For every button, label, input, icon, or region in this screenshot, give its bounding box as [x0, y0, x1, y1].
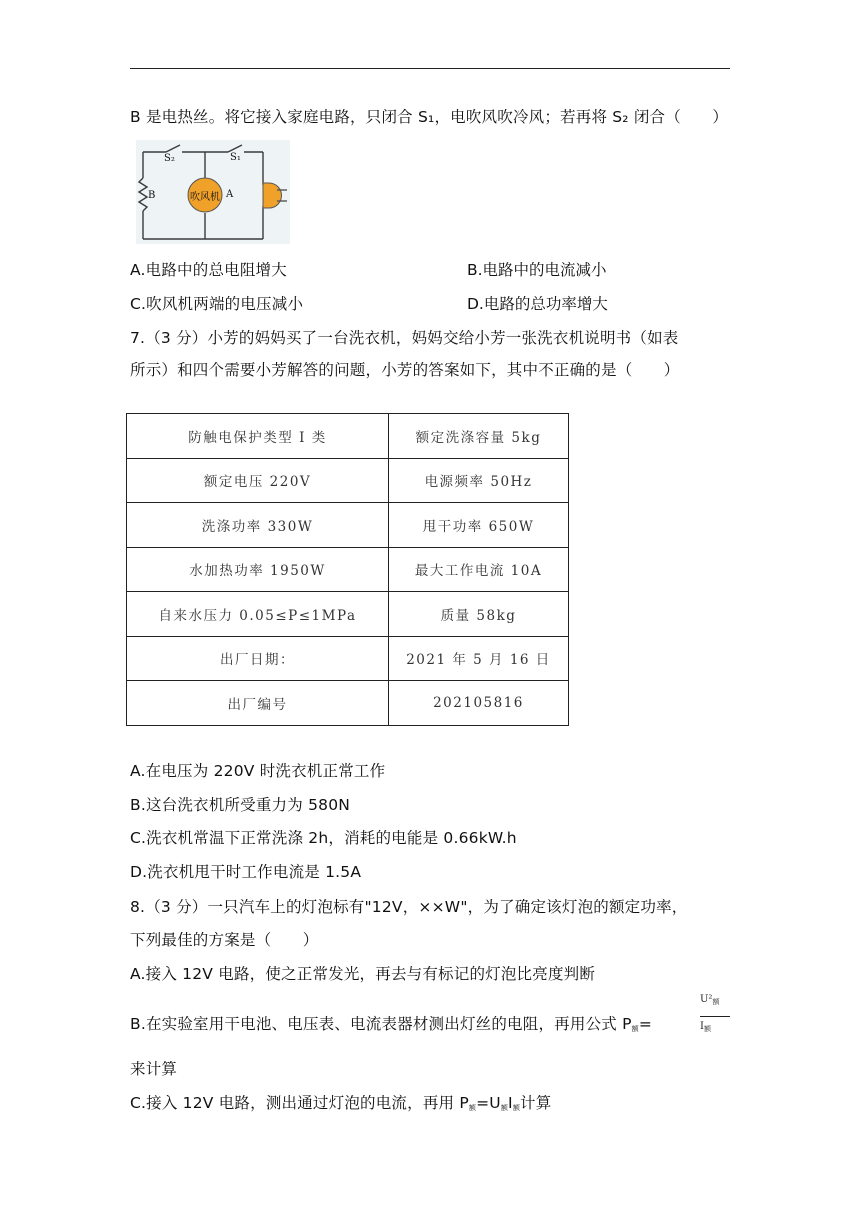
- table-row: [127, 636, 569, 681]
- q6-option-a: A.电路中的总电阻增大: [130, 261, 287, 279]
- q7-option-d: D.洗衣机甩干时工作电流是 1.5A: [130, 863, 362, 881]
- table-cell: 最大工作电流 10A: [389, 547, 569, 592]
- table-cell: 防触电保护类型 I 类: [127, 414, 389, 459]
- table-cell: 出厂日期：: [127, 636, 389, 681]
- motor-label: 吹风机: [190, 192, 220, 203]
- plug-icon: [263, 183, 282, 208]
- formula-numerator: $U^2_额$: [700, 994, 720, 1006]
- q6-stem: B 是电热丝。将它接入家庭电路，只闭合 S₁，电吹风吹冷风；若再将 S₂ 闭合（ ）: [130, 108, 729, 126]
- table-cell: 出厂编号: [127, 681, 389, 726]
- q7-option-c: C.洗衣机常温下正常洗涤 2h，消耗的电能是 0.66kW.h: [130, 829, 517, 847]
- table-row: [127, 414, 569, 459]
- q8-option-b-text: B.在实验室用干电池、电压表、电流表器材测出灯丝的电阻，再用公式 P: [130, 1015, 632, 1033]
- a-label: A: [226, 189, 234, 200]
- q7-option-a: A.在电压为 220V 时洗衣机正常工作: [130, 762, 386, 780]
- header-rule: [130, 68, 730, 69]
- table-row: [127, 458, 569, 503]
- table-row: [127, 592, 569, 637]
- b-label: B: [148, 190, 156, 201]
- s2-label: S₂: [164, 153, 175, 164]
- spec-table: [126, 413, 569, 726]
- table-cell: 甩干功率 650W: [389, 503, 569, 548]
- table-cell: 水加热功率 1950W: [127, 547, 389, 592]
- table-cell: 202105816: [389, 681, 569, 726]
- q7-option-b: B.这台洗衣机所受重力为 580N: [130, 796, 351, 814]
- q8-option-b-sub: 额: [631, 1025, 639, 1033]
- q8-option-b-tail: 来计算: [130, 1060, 178, 1078]
- circuit-diagram: [136, 140, 290, 244]
- table-cell: 洗涤功率 330W: [127, 503, 389, 548]
- table-row: [127, 503, 569, 548]
- q8-option-c: C.接入 12V 电路，测出通过灯泡的电流，再用 $P_额=U_额I_额$计算: [130, 1094, 552, 1112]
- fraction-bar: [700, 1016, 730, 1017]
- s1-label: S₁: [230, 152, 241, 163]
- table-cell: 自来水压力 0.05≤P≤1MPa: [127, 592, 389, 637]
- q8-stem-line2: 下列最佳的方案是（ ）: [130, 931, 319, 949]
- table-cell: 额定洗涤容量 5kg: [389, 414, 569, 459]
- q8-option-b: B.在实验室用干电池、电压表、电流表器材测出灯丝的电阻，再用公式 $P_额=$: [130, 1015, 653, 1033]
- q6-option-d: D.电路的总功率增大: [467, 295, 608, 313]
- q7-stem-line2: 所示）和四个需要小芳解答的问题，小芳的答案如下，其中不正确的是（ ）: [130, 361, 680, 379]
- q6-option-c: C.吹风机两端的电压减小: [130, 295, 304, 313]
- table-cell: 电源频率 50Hz: [389, 458, 569, 503]
- q8-stem-line1: 8.（3 分）一只汽车上的灯泡标有"12V，××W"，为了确定该灯泡的额定功率，: [130, 898, 688, 916]
- q7-stem-line1: 7.（3 分）小芳的妈妈买了一台洗衣机，妈妈交给小芳一张洗衣机说明书（如表: [130, 329, 679, 347]
- formula-denominator: $I_额$: [700, 1021, 711, 1033]
- table-cell: 2021 年 5 月 16 日: [389, 636, 569, 681]
- table-cell: 额定电压 220V: [127, 458, 389, 503]
- table-row: [127, 547, 569, 592]
- table-row: [127, 681, 569, 726]
- table-cell: 质量 58kg: [389, 592, 569, 637]
- q8-option-a: A.接入 12V 电路，使之正常发光，再去与有标记的灯泡比亮度判断: [130, 965, 596, 983]
- q6-option-b: B.电路中的电流减小: [467, 261, 607, 279]
